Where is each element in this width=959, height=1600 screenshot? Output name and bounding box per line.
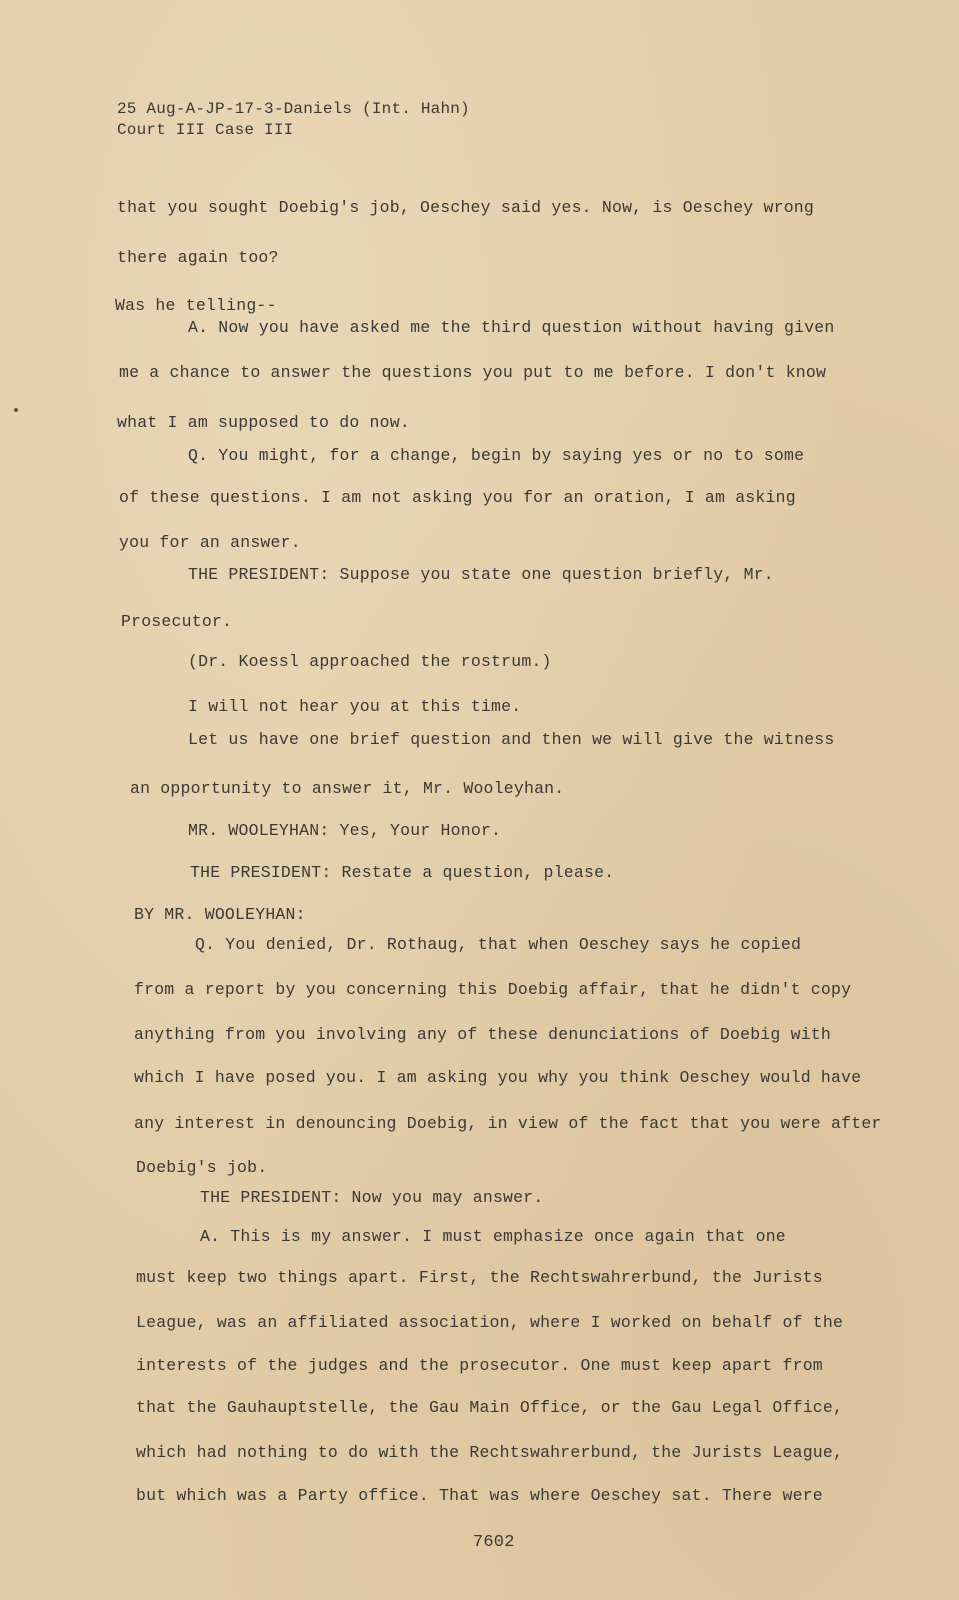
body-line: interests of the judges and the prosecutor. One must keep apart from: [136, 1356, 823, 1375]
body-line: what I am supposed to do now.: [117, 413, 410, 432]
body-line: Let us have one brief question and then we will give the witness: [188, 730, 835, 749]
body-line: any interest in denouncing Doebig, in view of the fact that you were after: [134, 1114, 882, 1133]
body-line: A. This is my answer. I must emphasize once again that one: [200, 1227, 786, 1246]
body-line: (Dr. Koessl approached the rostrum.): [188, 652, 552, 671]
body-line: that the Gauhauptstelle, the Gau Main Office, or the Gau Legal Office,: [136, 1398, 844, 1417]
body-line: THE PRESIDENT: Now you may answer.: [200, 1188, 544, 1207]
body-line: THE PRESIDENT: Restate a question, please.: [190, 863, 615, 882]
header-line-2: Court III Case III: [117, 121, 294, 139]
page-number: 7602: [473, 1533, 515, 1552]
body-line: there again too?: [117, 248, 279, 267]
body-line: A. Now you have asked me the third question without having given: [188, 318, 835, 337]
body-line: Prosecutor.: [121, 612, 233, 631]
body-line: which I have posed you. I am asking you why you think Oeschey would have: [134, 1068, 862, 1087]
body-line: THE PRESIDENT: Suppose you state one question briefly, Mr.: [188, 565, 774, 584]
body-line: I will not hear you at this time.: [188, 697, 522, 716]
body-line: League, was an affiliated association, where I worked on behalf of the: [136, 1313, 844, 1332]
body-line: that you sought Doebig's job, Oeschey said yes. Now, is Oeschey wrong: [117, 198, 815, 217]
header-line-1: 25 Aug-A-JP-17-3-Daniels (Int. Hahn): [117, 100, 470, 118]
body-line: which had nothing to do with the Rechtswahrerbund, the Jurists League,: [136, 1443, 844, 1462]
body-line: must keep two things apart. First, the Rechtswahrerbund, the Jurists: [136, 1268, 823, 1287]
body-line: MR. WOOLEYHAN: Yes, Your Honor.: [188, 821, 502, 840]
body-line: Q. You denied, Dr. Rothaug, that when Oeschey says he copied: [195, 935, 802, 954]
body-line: you for an answer.: [119, 533, 301, 552]
body-line: Q. You might, for a change, begin by saying yes or no to some: [188, 446, 805, 465]
body-line: Was he telling--: [115, 296, 277, 315]
body-line: Doebig's job.: [136, 1158, 268, 1177]
body-line: BY MR. WOOLEYHAN:: [134, 905, 306, 924]
body-line: of these questions. I am not asking you for an oration, I am asking: [119, 488, 796, 507]
body-line: but which was a Party office. That was where Oeschey sat. There were: [136, 1486, 823, 1505]
body-line: anything from you involving any of these denunciations of Doebig with: [134, 1025, 832, 1044]
paper-speck-icon: [14, 408, 18, 412]
body-line: me a chance to answer the questions you put to me before. I don't know: [119, 363, 827, 382]
body-line: an opportunity to answer it, Mr. Wooleyhan.: [130, 779, 565, 798]
body-line: from a report by you concerning this Doebig affair, that he didn't copy: [134, 980, 852, 999]
